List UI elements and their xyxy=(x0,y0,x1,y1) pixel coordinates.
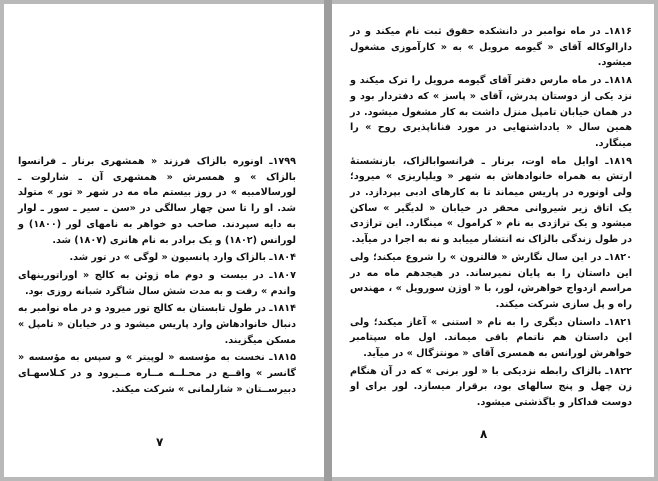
paragraph-1815: ۱۸۱۵ـ نخست به مؤسسه « لوپیتر » و سپس به مؤسسه « گانسر » واقــع در محـلــه مــاره مــیرود و در کـلاسهـای دبیرســتان « شارلمانی » شرکت میکند. xyxy=(18,352,296,395)
paragraph-1799: ۱۷۹۹ـ اونوره بالزاک فرزند « همشهری برنار ـ فرانسوا بالزاک » و همسرش « همشهری آن ـ شارلوت ـ لورسالامبیه » در روز بیستم ماه مه در شهر « تور » متولد شد. او را تا سن چهار سالگی در «سن ـ سیر ـ سور ـ لوار به دایه سپردند. صاحب دو خواهر به نامهای لور (۱۸۰۰) و لورانس (۱۸۰۲) و یک برادر به نام هانری (۱۸۰۷) شد. xyxy=(18,156,296,246)
right-page-text xyxy=(350,24,632,411)
paragraph-1819: ۱۸۱۹ـ اوایل ماه اوت، برنار ـ فرانسوابالزاک، بازنشستهٔ ارتش به همراه خانوادهاش به شهر « ویلپاریزی » میرود؛ ولی اونوره در پاریس میماند تا به کارهای ادبی بپردازد. در یک اتاق زیر شیروانی محقر در خیابان « لدیگیر » ساکن میشود و یک تراژدی به نام « کرامول » مینگارد. این تراژدی در طول زندگی بالزاک نه انتشار مییابد و نه به اجرا در میآید. xyxy=(350,155,632,246)
paragraph-1814: ۱۸۱۴ـ در طول تابستان به کالج تور میرود و در ماه نوامبر به دنبال خانوادهاش وارد پاریس میشود و در خیابان « تامپل » مسکن میگزیند. xyxy=(18,303,296,346)
paragraph-1816: ۱۸۱۶ـ در ماه نوامبر در دانشکده حقوق ثبت نام میکند و در دارالوکاله آقای « گیومه مرویل » به « کارآموزی مشغول میشود. xyxy=(350,26,632,69)
paragraph-1821: ۱۸۲۱ـ داستان دیگری را به نام « استنی » آغاز میکند؛ ولی این داستان هم ناتمام باقی میماند. اول ماه سپتامبر خواهرش لورانس به همسری آقای « مونتزگال » در میآید. xyxy=(350,316,632,360)
left-page-text xyxy=(18,154,296,398)
paragraph-1807: ۱۸۰۷ـ در بیست و دوم ماه ژوئن به کالج « اوراتورینهای واندم » رفت و به مدت شش سال شاگرد شبانه روزی بود. xyxy=(18,269,296,297)
paragraph-1820: ۱۸۲۰ـ در این سال نگارش « فالترون » را شروع میکند؛ ولی این داستان را به پایان نمیرساند. در هیجدهم ماه مه در مراسم ازدواج خواهرش، لور، با « اوژن سورویل » ، مهندس راه و پل سازی شرکت میکند. xyxy=(350,251,632,310)
left-page xyxy=(4,4,324,477)
paragraph-1804: ۱۸۰۴ـ بالزاک وارد پانسیون « لوگی » در تور شد. xyxy=(69,252,296,264)
book-gutter xyxy=(324,0,332,481)
page-number-left: ۷ xyxy=(156,435,164,449)
page-number-right: ۸ xyxy=(480,427,488,441)
paragraph-1818: ۱۸۱۸ـ در ماه مارس دفتر آقای گیومه مرویل را ترک میکند و نزد یکی از دوستان پدرش، آقای « پاسز » که دفتردار بود و در همان خیابان تامپل منزل داشت به کار مشغول میشود. در همین سال « یادداشتهایی در مورد فناناپذیری روح » را مینگارد. xyxy=(350,75,632,149)
paragraph-1822: ۱۸۲۲ـ بالزاک رابطه نزدیکی با « لور برنی » که در آن هنگام زن چهل و پنج سالهای بود، برقرار میسازد. لور برای او دوست فداکار و باگذشتی میشود. xyxy=(350,365,632,409)
right-page xyxy=(332,4,654,477)
